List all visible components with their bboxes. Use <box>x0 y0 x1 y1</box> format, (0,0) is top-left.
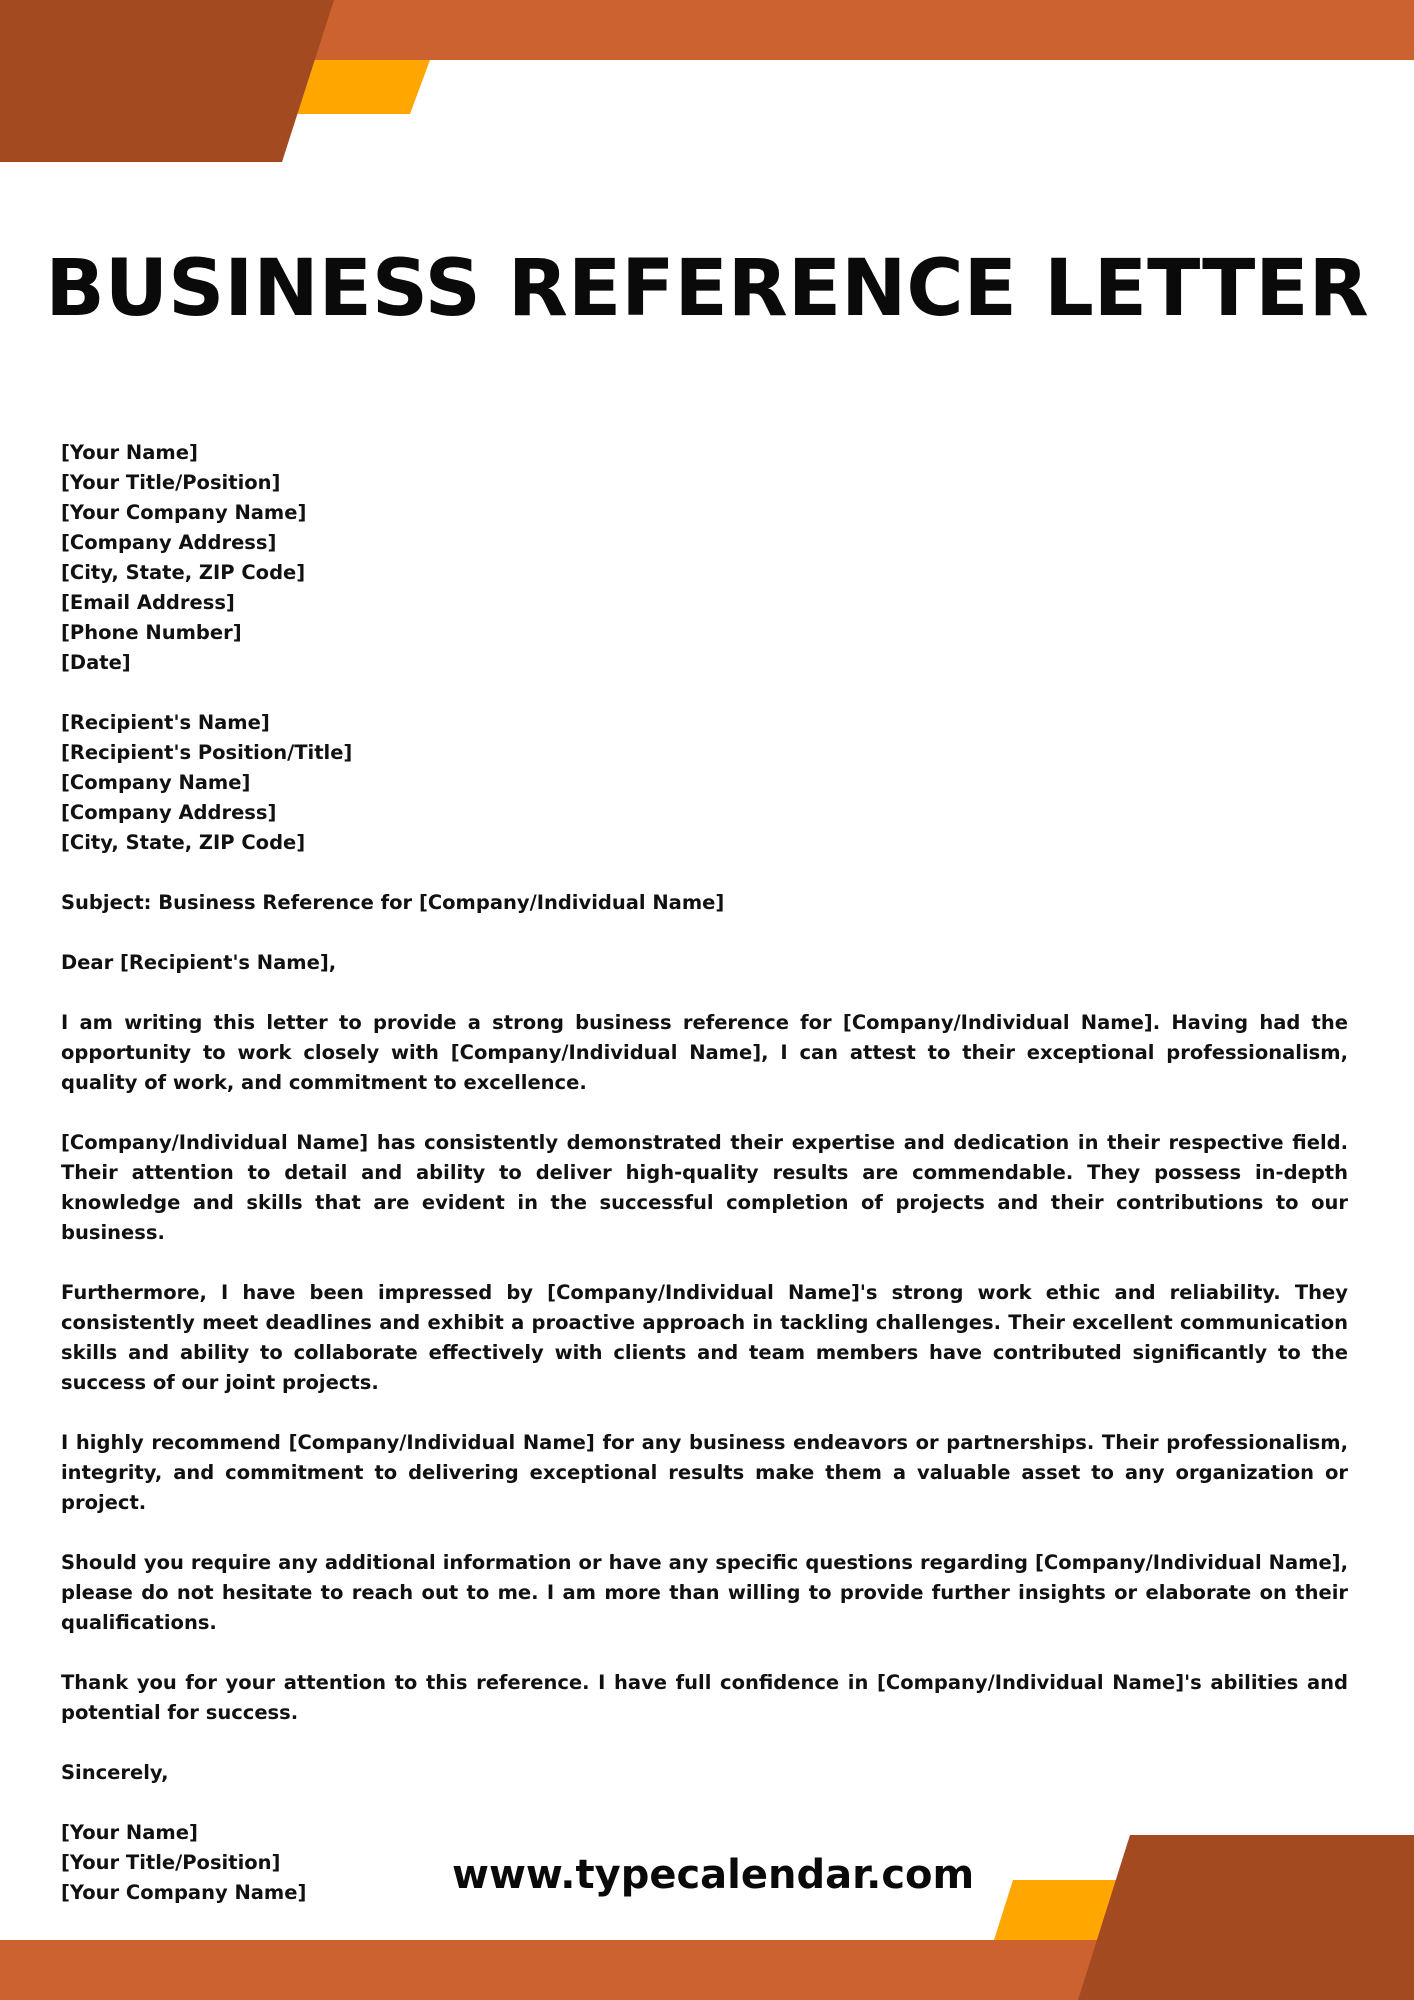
subject-line: Subject: Business Reference for [Company/Individual Name] <box>61 891 725 914</box>
body-paragraph-3: Furthermore, I have been impressed by [Company/Individual Name]'s strong work ethic and reliability. They consistently meet deadlines and exhibit a proactive approach in tackling challenges. Their excellent communication skills and ability to collaborate effectively with clients and team members have contributed significantly to the success of our joint projects. <box>61 1281 1348 1394</box>
recipient-title: [Recipient's Position/Title] <box>61 741 353 764</box>
salutation: Dear [Recipient's Name], <box>61 951 337 974</box>
bottom-decoration <box>0 1835 1414 2000</box>
top-dark-orange-block <box>0 0 334 162</box>
sender-email: [Email Address] <box>61 591 235 614</box>
body-paragraph-4: I highly recommend [Company/Individual Name] for any business endeavors or partnerships. Their professionalism, integrity, and commitment to delivering exceptional results make them a valuable asset to any organization or project. <box>61 1431 1348 1514</box>
recipient-city-state-zip: [City, State, ZIP Code] <box>61 831 306 854</box>
top-decoration <box>0 0 1414 170</box>
body-paragraph-2: [Company/Individual Name] has consistently demonstrated their expertise and dedication in their respective field. Their attention to detail and ability to deliver high-quality results are commendable. They possess in-depth knowledge and skills that are evident in the successful completion of projects and their contributions to our business. <box>61 1131 1348 1244</box>
sender-name: [Your Name] <box>61 441 198 464</box>
letter-body <box>61 438 1348 1908</box>
recipient-address: [Company Address] <box>61 801 277 824</box>
recipient-company: [Company Name] <box>61 771 251 794</box>
signature-company: [Your Company Name] <box>61 1881 307 1904</box>
sender-city-state-zip: [City, State, ZIP Code] <box>61 561 306 584</box>
closing: Sincerely, <box>61 1761 169 1784</box>
recipient-address-block <box>61 708 1348 858</box>
bottom-dark-orange-block <box>1078 1835 1414 2000</box>
letter-date: [Date] <box>61 651 131 674</box>
sender-address: [Company Address] <box>61 531 277 554</box>
signature-name: [Your Name] <box>61 1821 198 1844</box>
body-paragraph-1: I am writing this letter to provide a strong business reference for [Company/Individual Name]. Having had the opportunity to work closely with [Company/Individual Name], I can attest to their exceptional professionalism, quality of work, and commitment to excellence. <box>61 1011 1348 1094</box>
letter-title: BUSINESS REFERENCE LETTER <box>45 244 1369 334</box>
signature-title: [Your Title/Position] <box>61 1851 281 1874</box>
body-paragraph-5: Should you require any additional information or have any specific questions regarding [Company/Individual Name], please do not hesitate to reach out to me. I am more than willing to provide further insights or elaborate on their qualifications. <box>61 1551 1348 1634</box>
sender-phone: [Phone Number] <box>61 621 242 644</box>
footer-website-url: www.typecalendar.com <box>452 1852 975 1898</box>
body-paragraph-6: Thank you for your attention to this reference. I have full confidence in [Company/Individual Name]'s abilities and potential for success. <box>61 1671 1348 1724</box>
recipient-name: [Recipient's Name] <box>61 711 270 734</box>
sender-address-block <box>61 438 1348 678</box>
sender-company: [Your Company Name] <box>61 501 307 524</box>
sender-title: [Your Title/Position] <box>61 471 281 494</box>
